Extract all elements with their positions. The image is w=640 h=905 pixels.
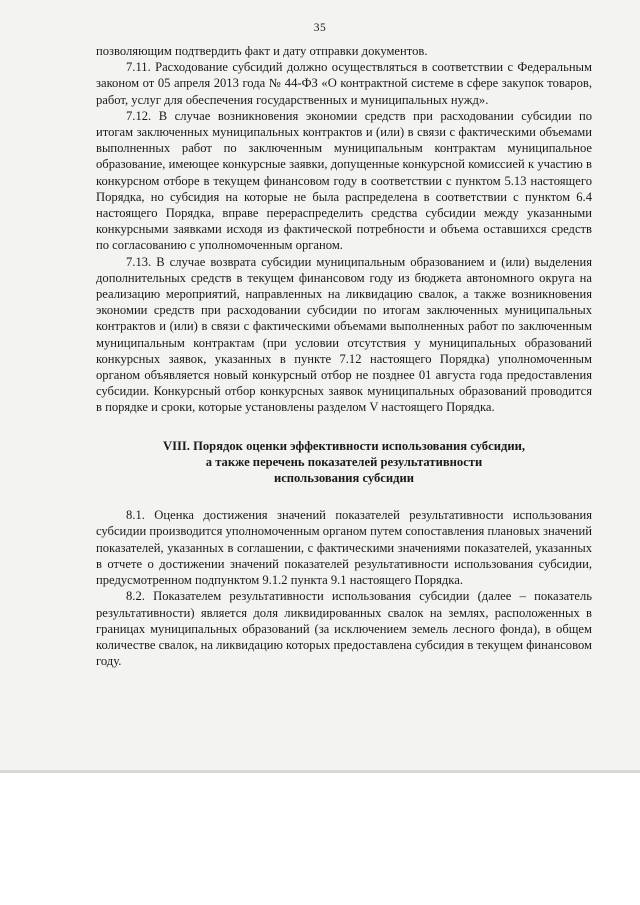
section-heading-line-3: использования субсидии [273, 471, 415, 486]
section-heading-line-2: а также перечень показателей результативности [205, 454, 483, 469]
paragraph-7-11: 7.11. Расходование субсидий должно осуществляться в соответствии с Федеральным законом от 05 апреля 2013 года № 44-ФЗ «О контрактной системе в сфере закупок товаров, работ, услуг для обеспечения государственных и муниципальных нужд». [96, 60, 592, 107]
section-heading-line-1: VIII. Порядок оценки эффективности использования субсидии, [163, 438, 525, 453]
paragraph-continuation: позволяющим подтвердить факт и дату отправки документов. [96, 44, 428, 58]
paragraph-7-12: 7.12. В случае возникновения экономии средств при расходовании субсидии по итогам заключенных муниципальных контрактов и (или) в связи с фактическими объемами выполненных работ по заключенным муниципальным контрактам муниципальное образование, имеющее конкурсные заявки, допущенные конкурсной комиссией к участию в конкурсном отборе в текущем финансовом году в соответствии с пунктом 5.13 настоящего Порядка, но субсидия на которые не была распределена в соответствии с пунктом 6.4 настоящего Порядка, вправе перераспределить средства субсидии между указанными конкурсными заявками исходя из фактической потребности и объема оставшихся средств по согласованию с уполномоченным органом. [96, 108, 592, 253]
paragraph-7-13: 7.13. В случае возврата субсидии муниципальным образованием и (или) выделения дополнительных средств в текущем финансовом году из бюджета автономного округа на реализацию мероприятий, направленных на ликвидацию свалок, а также возникновения экономии средств при расходовании субсидии по итогам заключенных муниципальных контрактов и (или) в связи с фактическими объемами выполненных работ по заключенным муниципальным контрактам (при условии отсутствия у муниципальных образований конкурсных заявок, указанных в пункте 7.12 настоящего Порядка) уполномоченным органом объявляется новый конкурсный отбор не позднее 01 августа года предоставления субсидии. Конкурсный отбор конкурсных заявок муниципальных образований проводится в порядке и сроки, которые установлены разделом V настоящего Порядка. [96, 254, 592, 415]
page-number: 35 [313, 22, 327, 34]
paragraph-8-2: 8.2. Показателем результативности использования субсидии (далее – показатель результативности) является доля ликвидированных свалок на землях, расположенных в границах муниципальных образований (за исключением земель лесного фонда), в общем количестве свалок, на ликвидацию которых предоставлена субсидия в текущем финансовом году. [96, 589, 592, 669]
paragraph-8-1: 8.1. Оценка достижения значений показателей результативности использования субсидии производится уполномоченным органом путем сопоставления плановых значений показателей, указанных в соглашении, с фактическими значениями показателей, указанных в отчете о достижении значений показателей результативности использования субсидии, предусмотренном подпунктом 9.1.2 пункта 9.1 настоящего Порядка. [96, 508, 592, 588]
document-body [96, 43, 592, 669]
scan-edge [0, 770, 640, 773]
section-heading [96, 438, 592, 487]
